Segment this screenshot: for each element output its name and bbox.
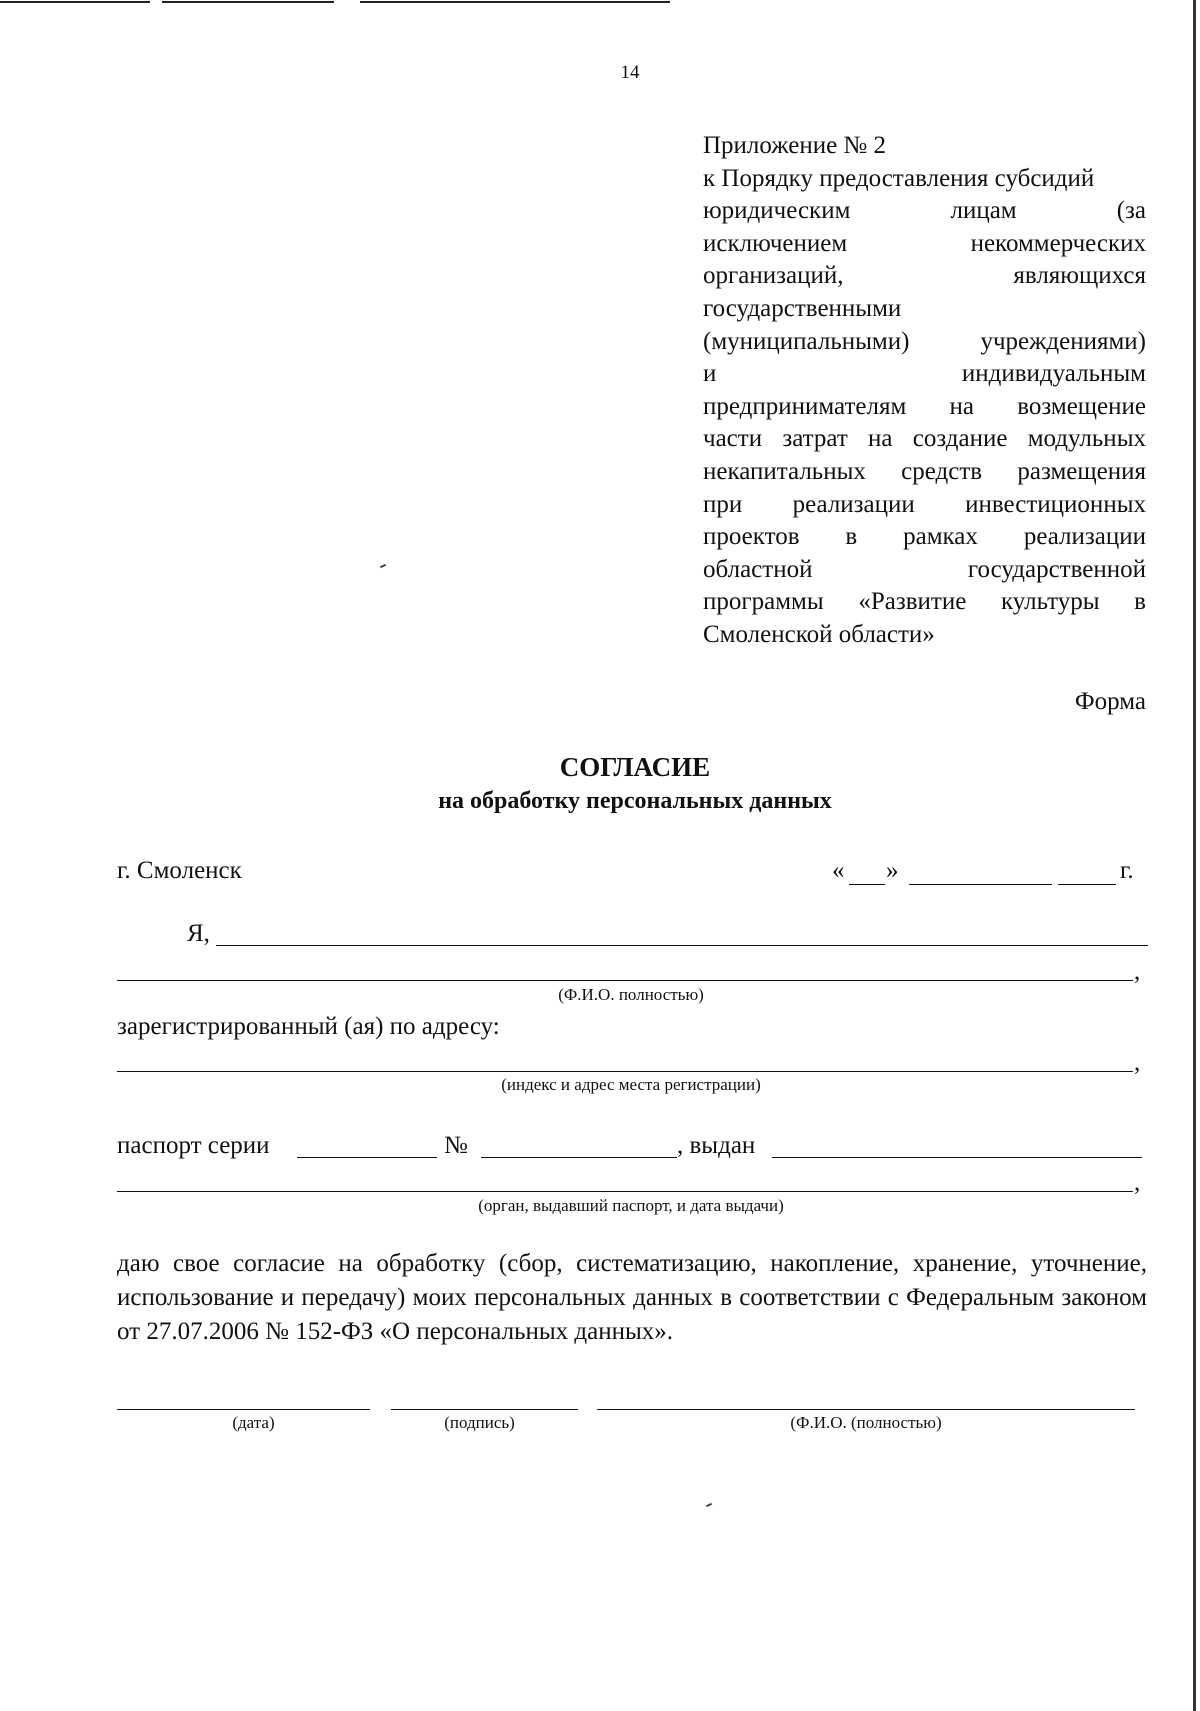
passport-series-field[interactable] <box>297 1157 437 1158</box>
issuer-hint: (орган, выдавший паспорт, и дата выдачи) <box>478 1196 784 1215</box>
signature-fio-hint: (Ф.И.О. (полностью) <box>790 1413 942 1432</box>
scan-edge-top-1 <box>0 1 150 3</box>
appendix-line: проектов в рамках реализации <box>703 523 1146 551</box>
scan-speck-2 <box>706 1503 712 1507</box>
appendix-line: юридическим лицам (за <box>703 197 1146 225</box>
page-number: 14 <box>620 62 640 83</box>
address-field[interactable] <box>117 1071 1133 1072</box>
signature-date-hint: (дата) <box>232 1413 275 1432</box>
fio-hint: (Ф.И.О. полностью) <box>558 985 704 1004</box>
issuer-comma: , <box>1134 1169 1141 1196</box>
issuer-field[interactable] <box>117 1191 1133 1192</box>
scan-edge-right <box>1193 0 1196 1711</box>
appendix-line: части затрат на создание модульных <box>703 425 1146 453</box>
appendix-header <box>703 130 1146 652</box>
passport-number-label: № <box>444 1132 468 1159</box>
document-title: СОГЛАСИЕ <box>559 752 711 782</box>
appendix-line: к Порядку предоставления субсидий <box>703 164 1095 192</box>
appendix-line: Смоленской области» <box>703 620 935 648</box>
appendix-line: государственными <box>703 294 902 322</box>
fio-field-line-1[interactable] <box>216 945 1148 946</box>
appendix-line: программы «Развитие культуры в <box>703 588 1146 616</box>
address-label: зарегистрированный (ая) по адресу: <box>117 1013 500 1040</box>
document-subtitle: на обработку персональных данных <box>438 788 832 814</box>
passport-series-label: паспорт серии <box>117 1132 270 1159</box>
fio-field-line-2[interactable] <box>117 980 1133 981</box>
signature-sign-field[interactable] <box>391 1409 578 1410</box>
date-year-suffix: г. <box>1120 857 1134 884</box>
form-label: Форма <box>1074 688 1146 715</box>
issued-field[interactable] <box>772 1157 1142 1158</box>
scan-edge-top-3 <box>360 1 670 3</box>
scan-edge-top-2 <box>162 1 334 3</box>
city-label: г. Смоленск <box>117 857 242 884</box>
signature-date-field[interactable] <box>117 1409 370 1410</box>
scan-speck-1 <box>380 564 386 568</box>
date-open-quote: « <box>832 857 845 884</box>
date-year-field[interactable] <box>1058 884 1116 885</box>
date-month-field[interactable] <box>909 884 1052 885</box>
signature-sign-hint: (подпись) <box>444 1413 515 1432</box>
signature-fio-field[interactable] <box>597 1409 1135 1410</box>
passport-number-field[interactable] <box>481 1157 677 1158</box>
consent-paragraph: даю свое согласие на обработку (сбор, систематизацию, накопление, хранение, уточнение, использование и передачу) моих персональных данных в соответствии с Федеральным законом от 27.07.2006 № 152-ФЗ «О персональных данных». <box>117 1250 1147 1345</box>
appendix-line: некапитальных средств размещения <box>703 457 1146 485</box>
issued-label: , выдан <box>677 1132 756 1159</box>
appendix-line: предпринимателям на возмещение <box>703 392 1146 420</box>
fio-comma: , <box>1134 958 1141 985</box>
appendix-line: (муниципальными) учреждениями) <box>703 327 1146 355</box>
appendix-line: и индивидуальным <box>703 360 1146 388</box>
date-close-quote: » <box>886 857 899 884</box>
address-hint: (индекс и адрес места регистрации) <box>501 1075 761 1094</box>
appendix-line: исключением некоммерческих <box>703 229 1146 257</box>
appendix-line: областной государственной <box>703 555 1146 583</box>
date-day-field[interactable] <box>849 884 885 885</box>
ya-label: Я, <box>187 920 210 947</box>
appendix-line: Приложение № 2 <box>703 132 887 159</box>
appendix-line: организаций, являющихся <box>703 262 1146 290</box>
appendix-line: при реализации инвестиционных <box>703 490 1146 518</box>
address-comma: , <box>1134 1049 1141 1076</box>
